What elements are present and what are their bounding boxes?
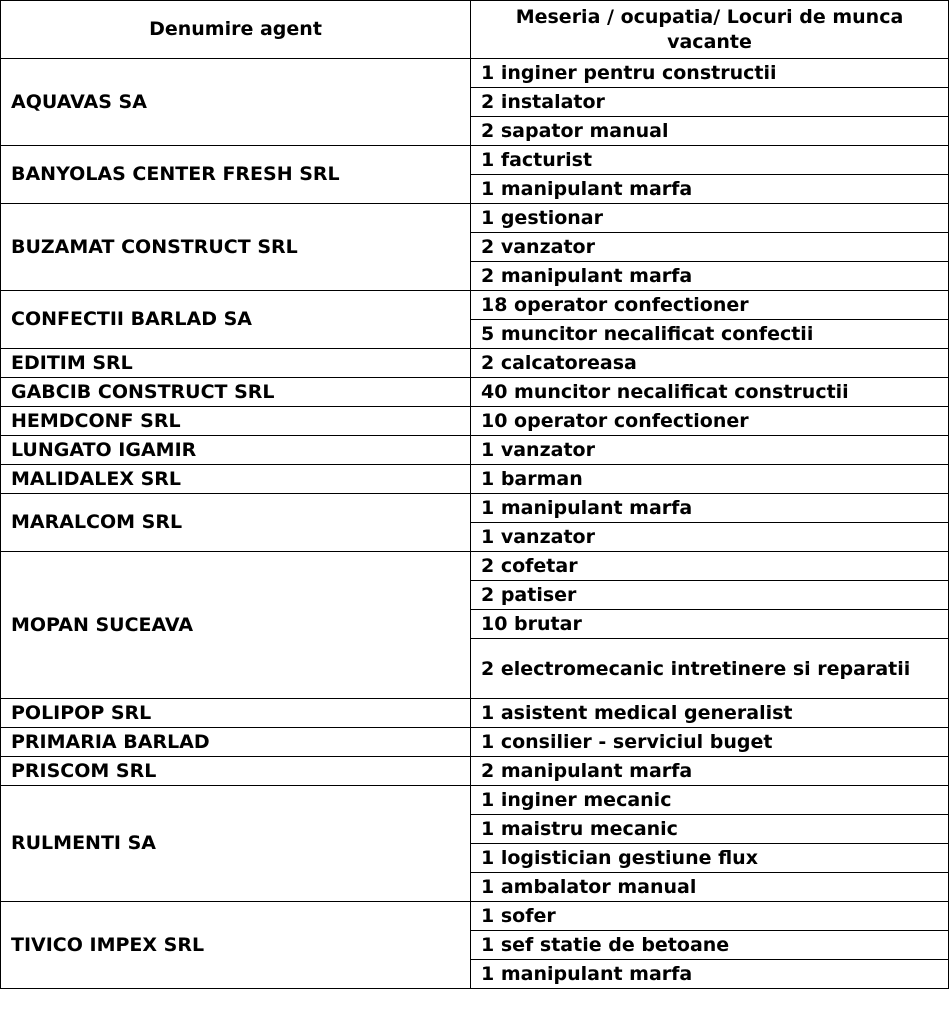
job-cell: 2 calcatoreasa xyxy=(471,349,949,378)
table-row xyxy=(1,786,949,815)
agent-name-cell: MOPAN SUCEAVA xyxy=(1,552,471,699)
job-cell: 18 operator confectioner xyxy=(471,291,949,320)
agent-name-cell: LUNGATO IGAMIR xyxy=(1,436,471,465)
agent-name-cell: POLIPOP SRL xyxy=(1,699,471,728)
job-cell: 2 vanzator xyxy=(471,233,949,262)
table-row xyxy=(1,204,949,233)
job-cell: 1 manipulant marfa xyxy=(471,960,949,989)
job-cell: 1 inginer mecanic xyxy=(471,786,949,815)
agent-name-cell: EDITIM SRL xyxy=(1,349,471,378)
table-row xyxy=(1,378,949,407)
agent-name-cell: AQUAVAS SA xyxy=(1,59,471,146)
job-cell: 40 muncitor necalificat constructii xyxy=(471,378,949,407)
job-cell: 1 sofer xyxy=(471,902,949,931)
job-cell: 1 sef statie de betoane xyxy=(471,931,949,960)
table-row xyxy=(1,146,949,175)
table-row xyxy=(1,757,949,786)
job-cell: 1 vanzator xyxy=(471,436,949,465)
job-cell: 2 manipulant marfa xyxy=(471,262,949,291)
table-row xyxy=(1,465,949,494)
table-body xyxy=(1,59,949,989)
table-row xyxy=(1,728,949,757)
job-cell: 1 inginer pentru constructii xyxy=(471,59,949,88)
table-row xyxy=(1,699,949,728)
job-cell: 10 brutar xyxy=(471,610,949,639)
table-row xyxy=(1,902,949,931)
agent-name-cell: BANYOLAS CENTER FRESH SRL xyxy=(1,146,471,204)
job-cell: 1 asistent medical generalist xyxy=(471,699,949,728)
job-cell: 1 ambalator manual xyxy=(471,873,949,902)
agent-name-cell: RULMENTI SA xyxy=(1,786,471,902)
table-row xyxy=(1,407,949,436)
agent-name-cell: MARALCOM SRL xyxy=(1,494,471,552)
agent-name-cell: PRIMARIA BARLAD xyxy=(1,728,471,757)
table-row xyxy=(1,59,949,88)
job-cell: 2 instalator xyxy=(471,88,949,117)
job-cell: 1 manipulant marfa xyxy=(471,175,949,204)
agent-name-cell: PRISCOM SRL xyxy=(1,757,471,786)
table-row xyxy=(1,494,949,523)
job-cell: 1 vanzator xyxy=(471,523,949,552)
agent-name-cell: HEMDCONF SRL xyxy=(1,407,471,436)
job-cell: 10 operator confectioner xyxy=(471,407,949,436)
header-row xyxy=(1,1,949,59)
job-cell: 1 manipulant marfa xyxy=(471,494,949,523)
job-cell: 2 manipulant marfa xyxy=(471,757,949,786)
table-row xyxy=(1,291,949,320)
table-row xyxy=(1,436,949,465)
agent-name-cell: GABCIB CONSTRUCT SRL xyxy=(1,378,471,407)
agent-name-cell: CONFECTII BARLAD SA xyxy=(1,291,471,349)
header-agent: Denumire agent xyxy=(1,1,471,59)
job-cell: 2 electromecanic intretinere si reparatii xyxy=(471,639,949,699)
agent-name-cell: TIVICO IMPEX SRL xyxy=(1,902,471,989)
table-row xyxy=(1,552,949,581)
agent-name-cell: MALIDALEX SRL xyxy=(1,465,471,494)
job-cell: 1 facturist xyxy=(471,146,949,175)
job-cell: 1 logistician gestiune flux xyxy=(471,844,949,873)
job-cell: 1 gestionar xyxy=(471,204,949,233)
job-cell: 1 barman xyxy=(471,465,949,494)
table-row xyxy=(1,349,949,378)
job-cell: 5 muncitor necalificat confectii xyxy=(471,320,949,349)
job-cell: 1 consilier - serviciul buget xyxy=(471,728,949,757)
header-jobs: Meseria / ocupatia/ Locuri de munca vacante xyxy=(471,1,949,59)
job-cell: 2 patiser xyxy=(471,581,949,610)
job-cell: 1 maistru mecanic xyxy=(471,815,949,844)
agent-name-cell: BUZAMAT CONSTRUCT SRL xyxy=(1,204,471,291)
job-cell: 2 cofetar xyxy=(471,552,949,581)
job-cell: 2 sapator manual xyxy=(471,117,949,146)
